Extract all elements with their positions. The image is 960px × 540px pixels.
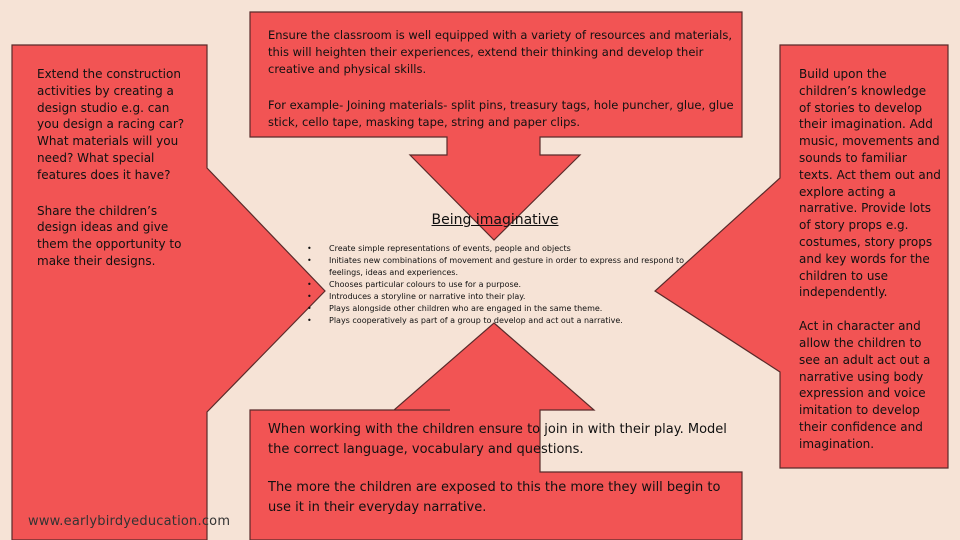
bottom-box-text [268, 420, 728, 536]
bottom-paragraph-2: The more the children are exposed to this the more they will begin to use it in their everyday narrative. [268, 480, 721, 515]
right-box-text [799, 66, 941, 470]
list-item: • Create simple representations of events, people and objects [305, 243, 685, 255]
center-title: Being imaginative [431, 212, 559, 228]
list-item: • Chooses particular colours to use for a purpose. [305, 279, 685, 291]
top-paragraph-2: For example- Joining materials- split pins, treasury tags, hole puncher, glue, glue stick, cello tape, masking tape, string and paper clips. [268, 98, 734, 129]
top-box-text [268, 27, 748, 150]
top-paragraph-1: Ensure the classroom is well equipped with a variety of resources and materials, this will heighten their experiences, extend their thinking and develop their creative and physical skills. [268, 28, 733, 76]
list-item: • Initiates new combinations of movement and gesture in order to express and respond to feelings, ideas and experiences. [305, 255, 685, 279]
right-paragraph-1: Build upon the children’s knowledge of stories to develop their imagination. Add music, movements and sounds to familiar texts. Act them out and explore acting a narrative. Provide lots of story props e.g. costumes, story props and key words for the children to use independently. [799, 67, 941, 300]
left-paragraph-1: Extend the construction activities by creating a design studio e.g. can you design a racing car? What materials will you need? What special features does it have? [37, 67, 185, 182]
list-item: • Plays alongside other children who are engaged in the same theme. [305, 303, 685, 315]
right-paragraph-2: Act in character and allow the children to see an adult act out a narrative using body expression and voice imitation to develop their confidence and imagination. [799, 319, 931, 451]
bottom-paragraph-1: When working with the children ensure to join in with their play. Model the correct language, vocabulary and questions. [268, 422, 727, 457]
center-bullet-list [305, 243, 685, 327]
left-box-text [37, 66, 187, 289]
list-item: • Introduces a storyline or narrative into their play. [305, 291, 685, 303]
website-footer[interactable]: www.earlybirdyeducation.com [28, 514, 231, 529]
left-paragraph-2: Share the children’s design ideas and give them the opportunity to make their designs. [37, 203, 182, 268]
list-item: • Plays cooperatively as part of a group to develop and act out a narrative. [305, 315, 685, 327]
